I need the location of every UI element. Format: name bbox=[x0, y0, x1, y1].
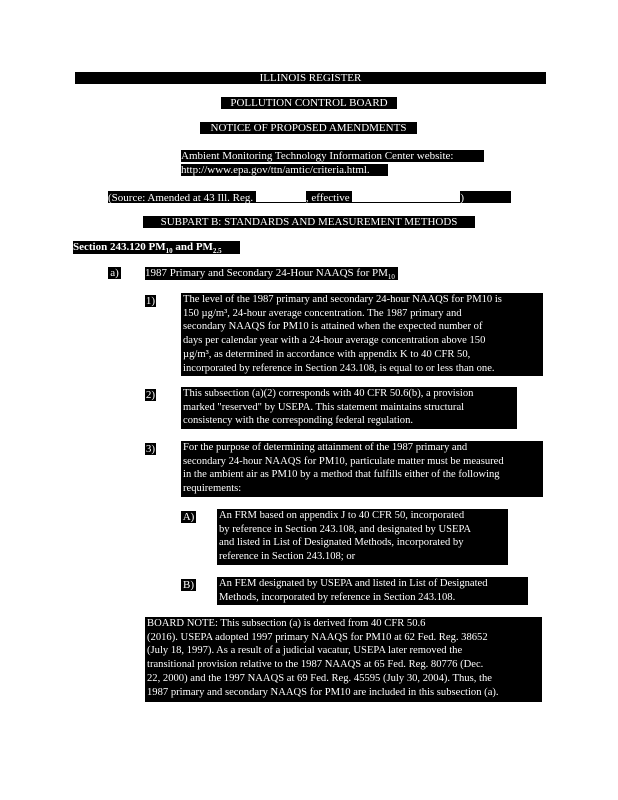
item-3-line: secondary 24-hour NAAQS for PM10, particulate matter must be measured bbox=[183, 455, 504, 467]
item-a-heading: 1987 Primary and Secondary 24-Hour NAAQS for $PM_{10}$ bbox=[145, 267, 398, 280]
item-3-line: in the ambient air as PM10 by a method that fulfills either of the following bbox=[183, 469, 500, 481]
board-note bbox=[145, 617, 542, 702]
item-B-label: B) bbox=[183, 579, 194, 591]
item-1-line: days per calendar year with a 24-hour average concentration above 150 bbox=[183, 335, 486, 347]
website-line-1: Ambient Monitoring Technology Information Center website: bbox=[181, 150, 484, 162]
item-a-label: a) bbox=[108, 267, 121, 279]
subpart-heading: SUBPART B: STANDARDS AND MEASUREMENT METHODS bbox=[143, 216, 475, 228]
item-2-line: marked "reserved" by USEPA. This statement maintains structural bbox=[183, 401, 465, 413]
item-2-paragraph bbox=[181, 387, 517, 429]
item-A-paragraph bbox=[217, 509, 508, 565]
source-blank-1 bbox=[256, 191, 306, 202]
notice-title: NOTICE OF PROPOSED AMENDMENTS bbox=[200, 122, 417, 134]
item-2-label: 2) bbox=[145, 389, 156, 401]
item-A-line: and listed in List of Designated Methods, incorporated by bbox=[219, 537, 464, 549]
item-1-line: The level of the 1987 primary and secondary 24-hour NAAQS for PM10 is bbox=[183, 294, 502, 305]
board-note-line: (July 18, 1997). As a result of a judicial vacatur, USEPA later removed the bbox=[147, 645, 463, 657]
board-note-line: 1987 primary and secondary NAAQS for PM10 are included in this subsection (a). bbox=[147, 686, 499, 698]
item-A-line: by reference in Section 243.108, and designated by USEPA bbox=[219, 523, 472, 535]
item-1-label: 1) bbox=[145, 295, 156, 307]
item-3-label: 3) bbox=[145, 443, 156, 455]
section-heading: Section 243.120 $PM_{10}$ and $PM_{2.5}$ bbox=[73, 241, 240, 254]
item-A-label: A) bbox=[182, 511, 195, 523]
item-3-paragraph bbox=[181, 441, 543, 497]
board-note-line: BOARD NOTE: This subsection (a) is derived from 40 CFR 50.6 bbox=[147, 618, 426, 629]
item-1-line: µg/m³, as determined in accordance with appendix K to 40 CFR 50, bbox=[183, 348, 471, 360]
board-note-line: 22, 2000) and the 1997 NAAQS at 69 Fed. Reg. 45595 (July 30, 2004). Thus, the bbox=[147, 672, 492, 684]
item-2-line: This subsection (a)(2) corresponds with 40 CFR 50.6(b), a provision bbox=[183, 388, 474, 399]
item-1-line: 150 µg/m³, 24-hour average concentration. The 1987 primary and bbox=[183, 307, 462, 319]
item-A-line: An FRM based on appendix J to 40 CFR 50, incorporated bbox=[219, 510, 465, 521]
source-line: (Source: Amended at 43 Ill. Reg. , effective ) bbox=[108, 191, 511, 203]
website-line-2: http://www.epa.gov/ttn/amtic/criteria.html. bbox=[181, 164, 388, 176]
item-B-line: Methods, incorporated by reference in Section 243.108. bbox=[219, 591, 456, 603]
item-3-line: requirements: bbox=[183, 483, 242, 495]
item-A-line: reference in Section 243.108; or bbox=[219, 551, 356, 563]
item-1-line: incorporated by reference in Section 243.108, is equal to or less than one. bbox=[183, 362, 495, 374]
item-2-line: consistency with the corresponding federal regulation. bbox=[183, 415, 414, 427]
board-note-line: transitional provision relative to the 1987 NAAQS at 65 Fed. Reg. 80776 (Dec. bbox=[147, 659, 484, 671]
item-3-line: For the purpose of determining attainment of the 1987 primary and bbox=[183, 442, 468, 453]
item-1-paragraph bbox=[181, 293, 543, 376]
source-blank-2 bbox=[352, 191, 460, 202]
register-title: ILLINOIS REGISTER bbox=[75, 72, 546, 84]
board-note-line: (2016). USEPA adopted 1997 primary NAAQS for PM10 at 62 Fed. Reg. 38652 bbox=[147, 631, 488, 643]
board-title: POLLUTION CONTROL BOARD bbox=[221, 97, 397, 109]
item-B-line: An FEM designated by USEPA and listed in List of Designated bbox=[219, 578, 488, 589]
item-1-line: secondary NAAQS for PM10 is attained when the expected number of bbox=[183, 321, 483, 333]
item-B-paragraph bbox=[217, 577, 528, 605]
